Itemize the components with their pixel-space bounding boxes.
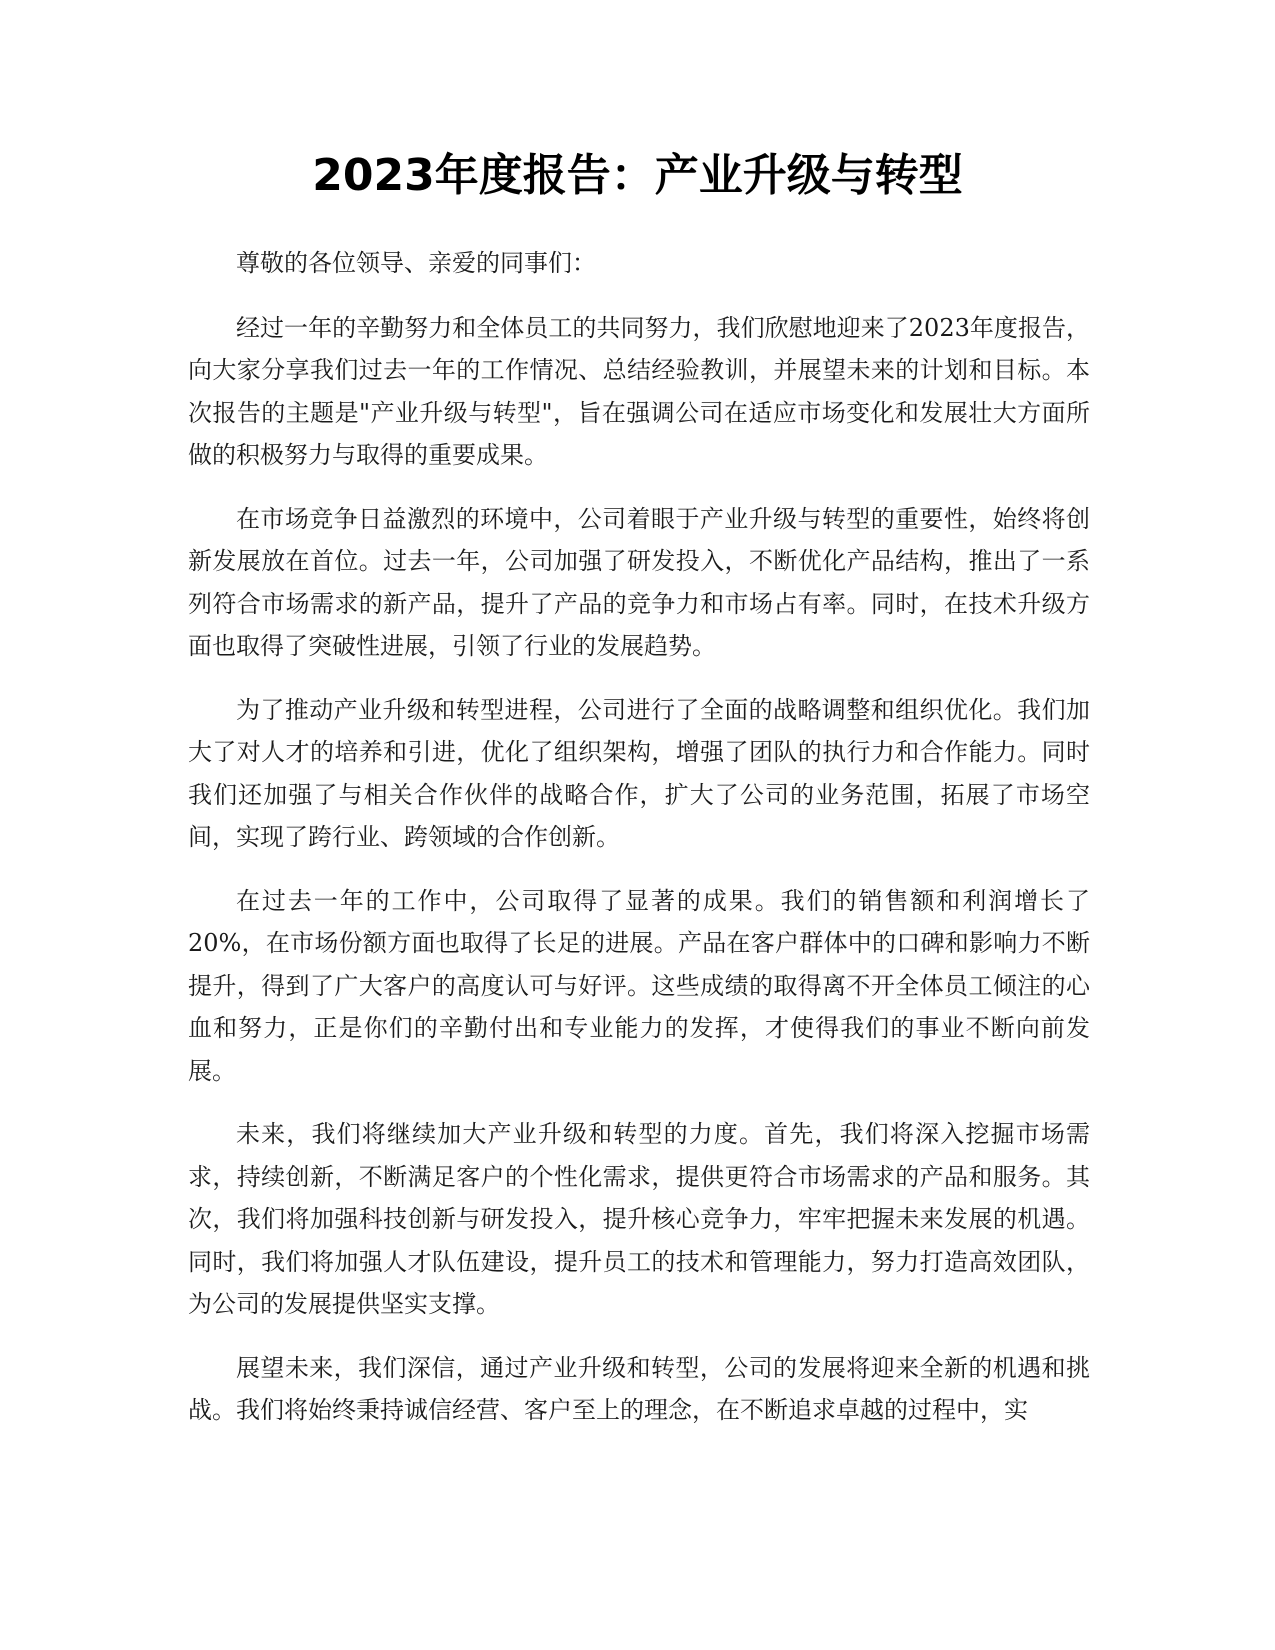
document-body [188,242,1090,1453]
document-title: 2023年度报告：产业升级与转型 [312,150,963,201]
paragraph: 在过去一年的工作中，公司取得了显著的成果。我们的销售额和利润增长了20%，在市场份额方面也取得了长足的进展。产品在客户群体中的口碑和影响力不断提升，得到了广大客户的高度认可与好评。这些成绩的取得离不开全体员工倾注的心血和努力，正是你们的辛勤付出和专业能力的发挥，才使得我们的事业不断向前发展。 [188,886,1090,1085]
salutation: 尊敬的各位领导、亲爱的同事们： [236,249,596,277]
paragraph: 在市场竞争日益激烈的环境中，公司着眼于产业升级与转型的重要性，始终将创新发展放在首位。过去一年，公司加强了研发投入，不断优化产品结构，推出了一系列符合市场需求的新产品，提升了产品的竞争力和市场占有率。同时，在技术升级方面也取得了突破性进展，引领了行业的发展趋势。 [188,504,1090,660]
paragraph: 经过一年的辛勤努力和全体员工的共同努力，我们欣慰地迎来了2023年度报告，向大家分享我们过去一年的工作情况、总结经验教训，并展望未来的计划和目标。本次报告的主题是"产业升级与转型"，旨在强调公司在适应市场变化和发展壮大方面所做的积极努力与取得的重要成果。 [188,313,1090,469]
paragraph: 展望未来，我们深信，通过产业升级和转型，公司的发展将迎来全新的机遇和挑战。我们将始终秉持诚信经营、客户至上的理念，在不断追求卓越的过程中，实 [188,1353,1090,1424]
paragraph: 未来，我们将继续加大产业升级和转型的力度。首先，我们将深入挖掘市场需求，持续创新，不断满足客户的个性化需求，提供更符合市场需求的产品和服务。其次，我们将加强科技创新与研发投入，提升核心竞争力，牢牢把握未来发展的机遇。同时，我们将加强人才队伍建设，提升员工的技术和管理能力，努力打造高效团队，为公司的发展提供坚实支撑。 [188,1120,1090,1318]
paragraph: 为了推动产业升级和转型进程，公司进行了全面的战略调整和组织优化。我们加大了对人才的培养和引进，优化了组织架构，增强了团队的执行力和合作能力。同时我们还加强了与相关合作伙伴的战略合作，扩大了公司的业务范围，拓展了市场空间，实现了跨行业、跨领域的合作创新。 [188,695,1090,851]
